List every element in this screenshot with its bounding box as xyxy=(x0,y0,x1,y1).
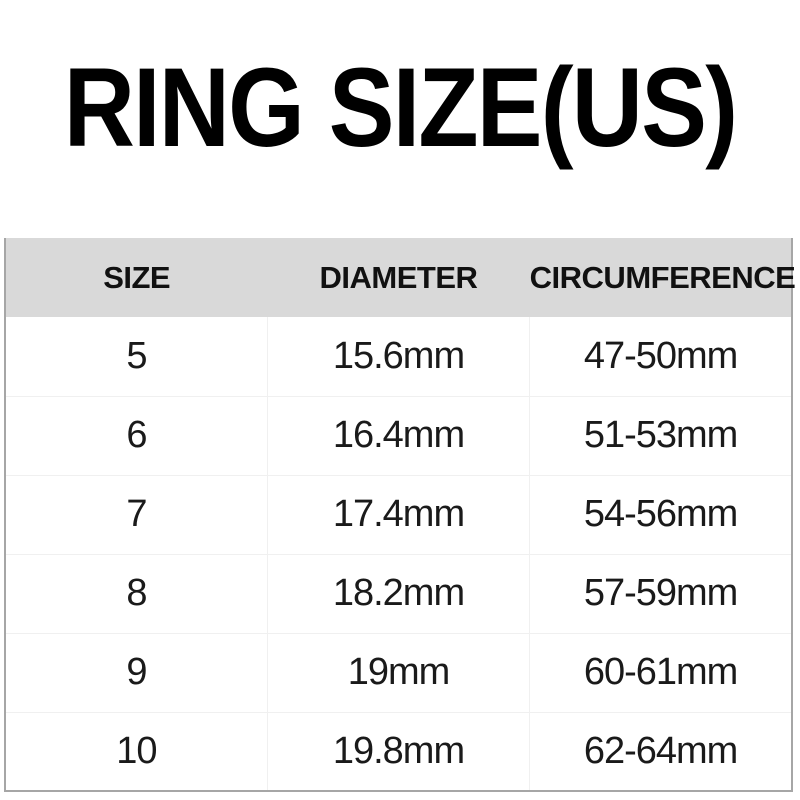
size-cell: 8 xyxy=(5,554,267,633)
diameter-cell: 19mm xyxy=(267,633,529,712)
page-title: RING SIZE(US) xyxy=(63,45,737,170)
column-header-size: SIZE xyxy=(5,238,267,317)
circumference-cell: 60-61mm xyxy=(530,633,792,712)
table-row xyxy=(5,475,792,554)
size-cell: 6 xyxy=(5,396,267,475)
ring-size-table xyxy=(4,238,796,792)
table-row xyxy=(5,317,792,396)
column-header-diameter: DIAMETER xyxy=(267,238,529,317)
diameter-cell: 17.4mm xyxy=(267,475,529,554)
diameter-cell: 19.8mm xyxy=(267,712,529,791)
table-row xyxy=(5,396,792,475)
diameter-cell: 15.6mm xyxy=(267,317,529,396)
circumference-cell: 54-56mm xyxy=(530,475,792,554)
column-header-circumference: CIRCUMFERENCE xyxy=(530,238,792,317)
size-cell: 9 xyxy=(5,633,267,712)
circumference-cell: 47-50mm xyxy=(530,317,792,396)
diameter-cell: 18.2mm xyxy=(267,554,529,633)
size-cell: 5 xyxy=(5,317,267,396)
size-cell: 10 xyxy=(5,712,267,791)
circumference-cell: 57-59mm xyxy=(530,554,792,633)
table-row xyxy=(5,554,792,633)
circumference-cell: 62-64mm xyxy=(530,712,792,791)
header-row xyxy=(5,238,792,317)
table-row xyxy=(5,712,792,791)
size-cell: 7 xyxy=(5,475,267,554)
table-body xyxy=(5,317,792,791)
table-header xyxy=(5,238,796,317)
table-row xyxy=(5,633,792,712)
circumference-cell: 51-53mm xyxy=(530,396,792,475)
diameter-cell: 16.4mm xyxy=(267,396,529,475)
